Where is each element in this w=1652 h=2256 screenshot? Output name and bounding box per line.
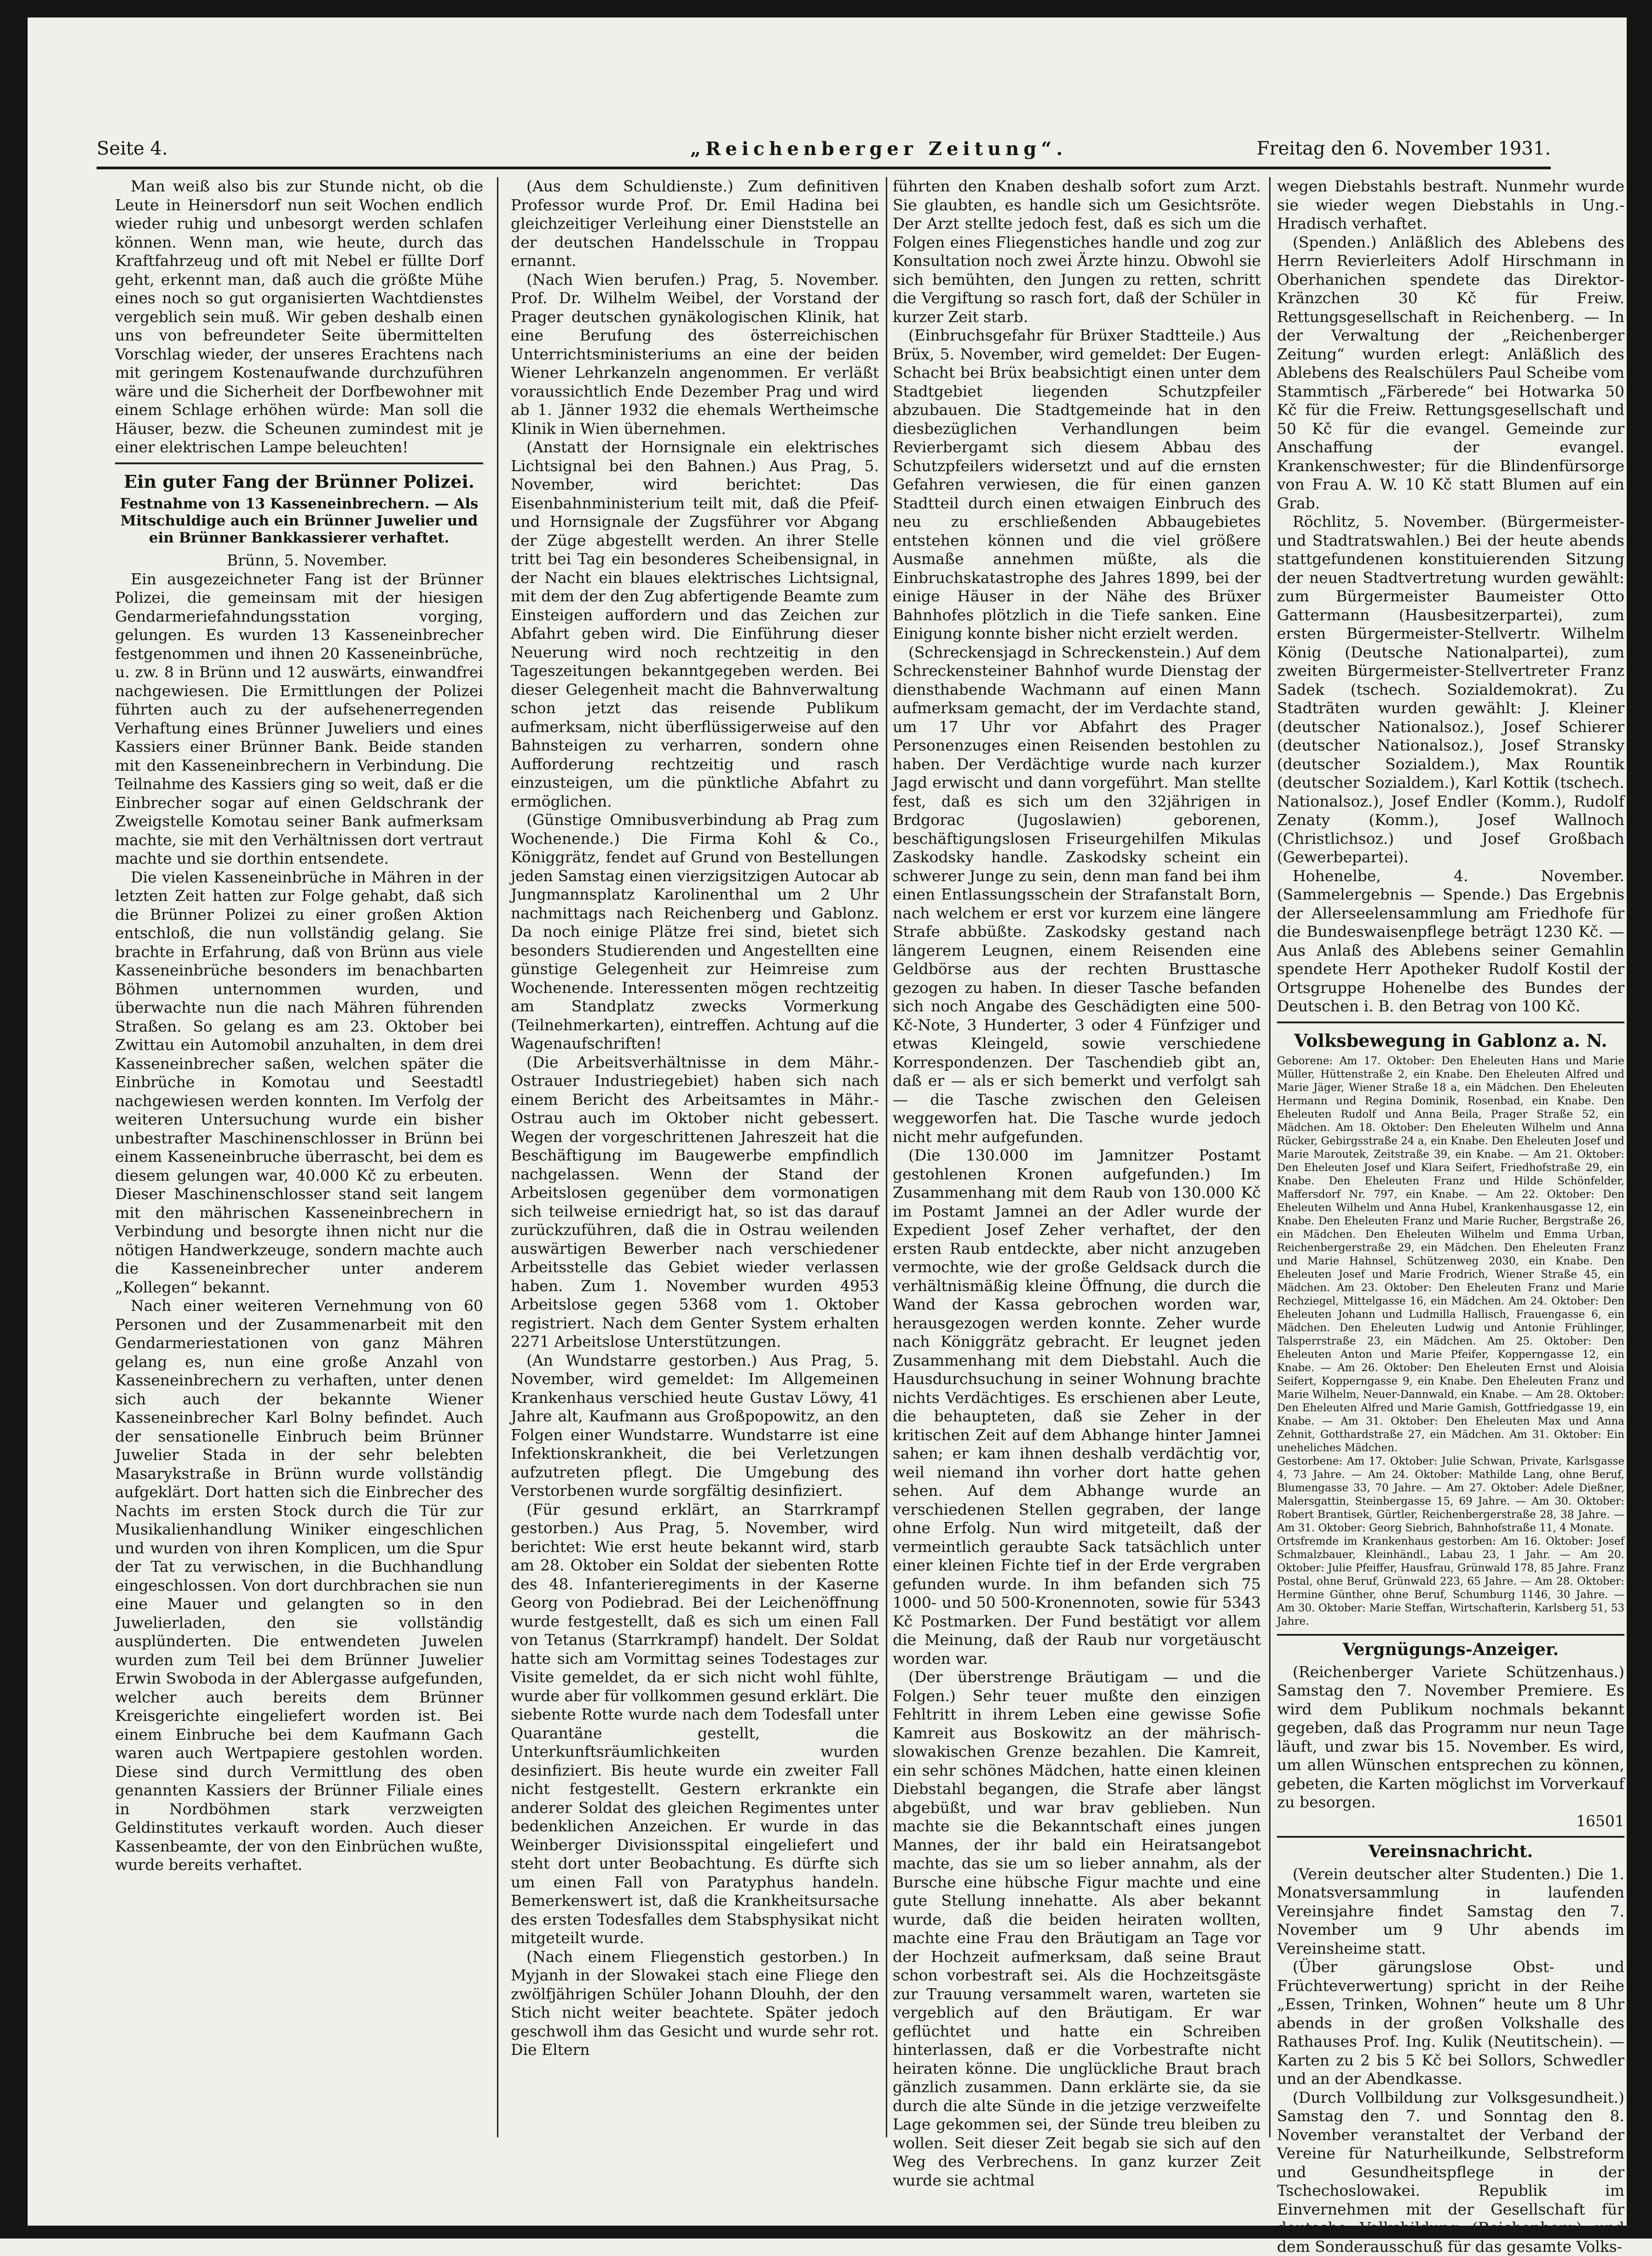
section-rule xyxy=(1277,1836,1624,1838)
news-item: (Nach Wien berufen.) Prag, 5. November. Prof. Dr. Wilhelm Weibel, der Vorstand der Prager deutschen gynäkologischen Klinik, hat eine Berufung des österreichischen Unterrichtsministeriums an eine der beiden Wiener Lehrkanzeln angenommen. Er verläßt voraussichtlich Ende Dezember Prag und wird ab 1. Jänner 1932 die ehemals Wertheimsche Klinik in Wien übernehmen. xyxy=(511,271,879,439)
verein-item: (Verein deutscher alter Studenten.) Die 1. Monatsversammlung in laufenden Vereinsjahre findet Samstag den 7. November um 9 Uhr abends im Vereinsheime statt. xyxy=(1277,1865,1624,1958)
verein-item: (Durch Vollbildung zur Volksgesundheit.) Samstag den 7. und Sonntag den 8. November veranstaltet der Verband der Vereine für Naturheilkunde, Selbstreform und Gesundheitspflege in der Tschechoslowakei. Republik im Einvernehmen mit der Gesellschaft für deutsche Volksbildung (Reichenberg) und dem Sonderausschuß für das gesamte Volks- xyxy=(1277,2089,1624,2256)
article-paragraph: Nach einer weiteren Vernehmung von 60 Personen und der Zusammenarbeit mit den Gendarmeriestationen von ganz Mähren gelang es, nun eine große Anzahl von Kasseneinbrechern zu verhaften, unter denen sich auch der bekannte Wiener Kasseneinbrecher Karl Bolny befindet. Auch der sensationelle Einbruch beim Brünner Juwelier Stada in der sehr belebten Masarykstraße in Brünn wurde vollständig aufgeklärt. Dort hatten sich die Einbrecher des Nachts im ersten Stock durch die Tür zur Musikalienhandlung Winiker eingeschlichen und wurden von ihren Komplicen, um die Spur der Tat zu verwischen, in die Buchhandlung eingeschlossen. Von dort durchbrachen sie nun eine Mauer und gelangten so in den Juwelierladen, den sie vollständig ausplünderten. Die entwendeten Juwelen wurden zum Teil bei dem Brünner Juwelier Erwin Swoboda in der Ablergasse aufgefunden, welcher auch bereits dem Brünner Kreisgerichte eingeliefert worden ist. Bei einem Einbruche bei dem Kaufmann Gach waren auch Wertpapiere gestohlen worden. Diese sind durch Vermittlung des oben genannten Kassiers der Brünner Filiale eines in Nordböhmen stark verzweigten Geldinstitutes verkauft worden. Auch dieser Kassenbeamte, der von den Einbrüchen wußte, wurde bereits verhaftet. xyxy=(115,1297,483,1875)
news-item: (Günstige Omnibusverbindung ab Prag zum Wochenende.) Die Firma Kohl & Co., Königgrätz, fendet auf Grund von Bestellungen jeden Samstag einen vierzigsitzigen Autocar ab Jungmannsplatz Karolinenthal um 2 Uhr nachmittags nach Reichenberg und Gablonz. Da noch einige Plätze frei sind, bietet sich besonders Studierenden und Angestellten eine günstige Gelegenheit zur Heimreise zum Wochenende. Interessenten mögen rechtzeitig am Standplatz zwecks Vormerkung (Teilnehmerkarten), eintreffen. Achtung auf die Wagenaufschriften! xyxy=(511,811,879,1053)
vergnuegungs-title: Vergnügungs-Anzeiger. xyxy=(1277,1640,1624,1659)
verein-item: (Über gärungslose Obst- und Früchteverwertung) spricht in der Reihe „Essen, Trinken, Wohnen“ heute um 8 Uhr abends in der großen Volkshalle des Rathauses Prof. Ing. Kulik (Neutitschein). — Karten zu 2 bis 5 Kč bei Sollors, Schwedler und an der Abendkasse. xyxy=(1277,1958,1624,2089)
article-paragraph: Ein ausgezeichneter Fang ist der Brünner Polizei, die gemeinsam mit der hiesigen Gendarmeriefahndungsstation vorging, gelungen. Es wurden 13 Kasseneinbrecher festgenommen und ihnen 20 Kasseneinbrüche, u. zw. 8 in Brünn und 12 auswärts, einwandfrei nachgewiesen. Die Ermittlungen der Polizei führten auch zu der aufsehenerregenden Verhaftung eines Brünner Juweliers und eines Kassiers einer Brünner Bank. Beide standen mit den Kasseneinbrechern in Verbindung. Die Teilnahme des Kassiers ging so weit, daß er die Einbrecher sogar auf einen Geldschrank der Zweigstelle Komotau seiner Bank aufmerksam machte, sie mit den Verhältnissen dort vertraut machte und sie dorthin entsendete. xyxy=(115,570,483,868)
news-item: (Nach einem Fliegenstich gestorben.) In Myjanh in der Slowakei stach eine Fliege den zwölfjährigen Schüler Johann Dlouhh, der den Stich nicht weiter beachtete. Später jedoch geschwoll ihm das Gesicht und wurde sehr rot. Die Eltern xyxy=(511,1948,879,2060)
column-1 xyxy=(115,177,483,2151)
news-item: (Die 130.000 im Jamnitzer Postamt gestohlenen Kronen aufgefunden.) Im Zusammenhang mit dem Raub von 130.000 Kč im Postamt Jamnei an der Adler wurde der Expedient Josef Zeher verhaftet, der den ersten Raub entdeckte, aber nicht anzugeben vermochte, wie der große Geldsack durch die verhältnismäßig kleine Öffnung, die durch die Wand der Kassa gebrochen worden war, herausgezogen werden konnte. Zeher wurde nach Königgrätz gebracht. Er leugnet jeden Zusammenhang mit dem Diebstahl. Auch die Hausdurchsuchung in seiner Wohnung brachte nichts Verdächtiges. Es erschienen aber Leute, die behaupteten, daß sie Zeher in der kritischen Zeit auf dem Abhange hinter Jamnei sahen; er kam ihnen deshalb verdächtig vor, weil niemand ihn vorher dort hatte gehen sehen. Auf dem Abhange wurde an verschiedenen Stellen gegraben, der lange ohne Erfolg. Nun wird mitgeteilt, daß der vermeintlich geraubte Sack tatsächlich unter einer kleinen Fichte tief in der Erde vergraben gefunden wurde. In ihm befanden sich 75 1000- und 50 500-Kronennoten, sowie für 5343 Kč Postmarken. Der Fund bestätigt vor allem die Meinung, daß der Raub nur vorgetäuscht worden war. xyxy=(893,1146,1261,1668)
news-item: Hohenelbe, 4. November. (Sammelergebnis — Spende.) Das Ergebnis der Allerseelensammlung am Friedhofe für die Bundeswaisenpflege beträgt 1230 Kč. — Aus Anlaß des Ablebens seiner Gemahlin spendete Herr Apotheker Rudolf Kostil der Ortsgruppe Hohenelbe des Bundes der Deutschen i. B. den Betrag von 100 Kč. xyxy=(1277,867,1624,1016)
column-4 xyxy=(1277,177,1624,2151)
article-title: Ein guter Fang der Brünner Polizei. xyxy=(115,473,483,491)
column-3 xyxy=(893,177,1261,2151)
news-item: (Spenden.) Anläßlich des Ablebens des Herrn Revierleiters Adolf Hirschmann in Oberhanichen spendete das Direktor-Kränzchen 30 Kč für Freiw. Rettungsgesellschaft in Reichenberg. — In der Verwaltung der „Reichenberger Zeitung“ wurden erlegt: Anläßlich des Ablebens des Realschülers Paul Scheibe vom Stammtisch „Färberede“ bei Hotwarka 50 Kč für die Freiw. Rettungsgesellschaft und 50 Kč für die evangel. Gemeinde zur Anschaffung der evangel. Krankenschwester; für die Blindenfürsorge von Frau A. W. 10 Kč statt Blumen auf ein Grab. xyxy=(1277,233,1624,513)
intro-paragraph: Man weiß also bis zur Stunde nicht, ob die Leute in Heinersdorf nun seit Wochen endlich wieder ruhig und unbesorgt werden schlafen können. Wenn man, wie heute, durch das Kraftfahrzeug und oft mit Nebel er füllte Dorf geht, erkennt man, daß auch die größte Mühe eines noch so gut organisierten Wachtdienstes vergeblich sein muß. Wir geben deshalb einen uns von befreundeter Seite übermittelten Vorschlag wieder, der unseres Erachtens nach mit geringem Kostenaufwande durchzuführen wäre und die Sicherheit der Dorfbewohner mit einem Schlage erhöhen würde: Man soll die Häuser, bezw. die Scheunen zumindest mit je einer elektrischen Lampe beleuchten! xyxy=(115,177,483,457)
ad-number-row xyxy=(1277,1812,1624,1831)
newspaper-title: „Reichenberger Zeitung“. xyxy=(690,138,1067,160)
civil-registry-block xyxy=(1277,1055,1624,1628)
news-item: führten den Knaben deshalb sofort zum Arzt. Sie glaubten, es handle sich um Gesichtsröte. Der Arzt stellte jedoch fest, daß es sich um die Folgen eines Fliegenstiches handle und zog zur Konsultation noch zwei Ärzte hinzu. Obwohl sie sich bemühten, den Jungen zu retten, schritt die Vergiftung so rasch fort, daß der Schüler in kurzer Zeit starb. xyxy=(893,177,1261,326)
section-rule xyxy=(1277,1021,1624,1023)
news-item: (Für gesund erklärt, an Starrkrampf gestorben.) Aus Prag, 5. November, wird berichtet: Wie erst heute bekannt wird, starb am 28. Oktober ein Soldat der siebenten Rotte des 48. Infanterieregiments in der Kaserne Georg von Podiebrad. Bei der Leichenöffnung wurde festgestellt, daß es sich um einen Fall von Tetanus (Starrkrampf) handelt. Der Soldat hatte sich am Vormittag seines Todestages zur Visite gemeldet, da er sich nicht wohl fühlte, wurde aber für vollkommen gesund erklärt. Die siebente Rotte wurde nach dem Todesfall unter Quarantäne gestellt, die Unterkunftsräumlichkeiten wurden desinfiziert. Bis heute wurde ein zweiter Fall nicht festgestellt. Gestern erkrankte ein anderer Soldat des gleichen Regimentes unter bedenklichen Anzeichen. Er wurde in das Weinberger Divisionsspital eingeliefert und steht dort unter Beobachtung. Es dürfte sich um einen Fall von Paratyphus handeln. Bemerkenswert ist, daß die Krankheitsursache des ersten Todesfalles dem Stabsphysikat nicht mitgeteilt wurde. xyxy=(511,1500,879,1948)
news-item: (Schreckensjagd in Schreckenstein.) Auf dem Schreckensteiner Bahnhof wurde Dienstag der diensthabende Wachmann auf einen Mann aufmerksam gemacht, der im Verdachte stand, um 17 Uhr vor Abfahrt des Prager Personenzuges einen Reisenden bestohlen zu haben. Der Verdächtige wurde nach kurzer Jagd erwischt und dann vorgeführt. Man stellte fest, daß es sich um den 32jährigen in Brdgorac (Jugoslawien) geborenen, beschäftigungslosen Friseurgehilfen Mikulas Zaskodsky handle. Zaskodsky scheint ein schwerer Junge zu sein, denn man fand bei ihm einen Entlassungsschein der Strafanstalt Born, nach welchem er erst vor kurzem eine längere Strafe abbüßte. Zaskodsky gestand nach längerem Leugnen, einem Reisenden eine Geldbörse aus der rechten Brusttasche gezogen zu haben. In dieser Tasche befanden sich noch Angabe des Geschädigten eine 500-Kč-Note, 3 Hunderter, 3 oder 4 Fünfziger und etwas Kleingeld, sowie verschiedene Korrespondenzen. Der Taschendieb gibt an, daß er — als er sich bemerkt und verfolgt sah — die Tasche zwischen den Geleisen weggeworfen hat. Die Tasche wurde jedoch nicht mehr aufgefunden. xyxy=(893,643,1261,1147)
volksbewegung-title: Volksbewegung in Gablonz a. N. xyxy=(1277,1032,1624,1050)
news-item: Röchlitz, 5. November. (Bürgermeister- und Stadtratswahlen.) Bei der heute abends stattgefundenen konstituierenden Sitzung der neuen Stadtvertretung wurden gewählt: zum Bürgermeister Baumeister Otto Gattermann (Hausbesitzerpartei), zum ersten Bürgermeister-Stellvertr. Wilhelm König (Deutsche Nationalpartei), zum zweiten Bürgermeister-Stellvertreter Franz Sadek (tschech. Sozialdemokrat). Zu Stadträten wurden gewählt: J. Kleiner (deutscher Nationalsoz.), Josef Schierer (deutscher Nationalsoz.), Josef Stransky (deutscher Sozialdem.), Max Rountik (deutscher Sozialdem.), Karl Kottik (tschech. Nationalsoz.), Josef Endler (Komm.), Rudolf Zenaty (Komm.), Josef Wallnoch (Christlichsoz.) und Josef Großbach (Gewerbepartei). xyxy=(1277,513,1624,867)
news-item: (Die Arbeitsverhältnisse in dem Mähr.-Ostrauer Industriegebiet) haben sich nach einem Bericht des Arbeitsamtes in Mähr.-Ostrau auch im Oktober nicht gebessert. Wegen der vorgeschrittenen Jahreszeit hat die Beschäftigung im Baugewerbe empfindlich nachgelassen. Wenn der Stand der Arbeitslosen gegenüber dem vormonatigen sich teilweise erniedrigt hat, so ist das darauf zurückzuführen, daß die in Ostrau weilenden auswärtigen Bewerber nach verschiedener Arbeitsstelle das Gebiet wieder verlassen haben. Zum 1. November wurden 4953 Arbeitslose gegen 5368 vom 1. Oktober registriert. Nach dem Genter System erhalten 2271 Arbeitslose Unterstützungen. xyxy=(511,1053,879,1351)
column-2 xyxy=(511,177,879,2151)
news-item: wegen Diebstahls bestraft. Nunmehr wurde sie wieder wegen Diebstahls in Ung.-Hradisch verhaftet. xyxy=(1277,177,1624,233)
header-rule xyxy=(97,167,1551,169)
verein-title: Vereinsnachricht. xyxy=(1277,1842,1624,1861)
column-divider xyxy=(1269,177,1271,2137)
page-header xyxy=(97,138,1588,166)
ad-number: 16501 xyxy=(1576,1812,1624,1831)
deaths-list: Gestorbene: Am 17. Oktober: Julie Schwan, Private, Karlsgasse 4, 73 Jahre. — Am 24. Oktober: Mathilde Lang, ohne Beruf, Blumengasse 33, 70 Jahre. — Am 27. Oktober: Adele Dießner, Malersgattin, Steinbergasse 15, 69 Jahre. — Am 30. Oktober: Robert Brantisek, Gürtler, Reichenbergerstraße 28, 38 Jahre. — Am 31. Oktober: Georg Siebrich, Bahnhofstraße 11, 4 Monate. xyxy=(1277,1455,1624,1535)
section-rule xyxy=(115,462,483,464)
article-paragraph: Die vielen Kasseneinbrüche in Mähren in der letzten Zeit hatten zur Folge gehabt, daß sich die Brünner Polizei zu einer großen Aktion entschloß, die nun vollständig gelang. Sie brachte in Erfahrung, daß von Brünn aus viele Kasseneinbrüche besonders im benachbarten Böhmen unternommen wurden, und überwachte nun die nach Mähren führenden Straßen. So gelang es am 23. Oktober bei Zwittau ein Automobil anzuhalten, in dem drei Kasseneinbrecher saßen, welchen später die Einbrüche in Komotau und Seestadtl nachgewiesen werden konnten. Im Verfolg der weiteren Untersuchung wurde ein bisher unbestrafter Maschinenschlosser in Brünn bei einem Kasseneinbruche überrascht, bei dem es diesem gelungen war, 40.000 Kč zu erbeuten. Dieser Maschinenschlosser stand seit langem mit den mährischen Kasseneinbrechern in Verbindung und besorgte ihnen nicht nur die nötigen Handwerkzeuge, sondern machte auch die Kasseneinbrecher unter anderem „Kollegen“ bekannt. xyxy=(115,868,483,1297)
strangers-deaths-list: Ortsfremde im Krankenhaus gestorben: Am 16. Oktober: Josef Schmalzbauer, Kleinhändl., Labau 23, 1 Jahr. — Am 20. Oktober: Julie Pfeiffer, Hausfrau, Grünwald 178, 85 Jahre. Franz Postal, ohne Beruf, Grünwald 223, 65 Jahre. — Am 28. Oktober: Hermine Günther, ohne Beruf, Schumburg 1146, 30 Jahre. — Am 30. Oktober: Marie Steffan, Wirtschafterin, Karlsberg 51, 53 Jahre. xyxy=(1277,1535,1624,1628)
dateline: Brünn, 5. November. xyxy=(115,551,483,570)
article-subtitle: Festnahme von 13 Kasseneinbrechern. — Als Mitschuldige auch ein Brünner Juwelier und ein Brünner Bankkassierer verhaftet. xyxy=(115,496,483,547)
page-number: Seite 4. xyxy=(97,138,168,159)
column-divider xyxy=(497,177,498,2137)
news-item: (Der überstrenge Bräutigam — und die Folgen.) Sehr teuer mußte den einzigen Fehltritt in ihrem Leben eine gewisse Sofie Kamreit aus Boskowitz an der mährisch-slowakischen Grenze bezahlen. Die Kamreit, ein sehr schönes Mädchen, hatte einen kleinen Diebstahl begangen, die Strafe aber längst abgebüßt, und war brav geblieben. Nun machte sie die Bekanntschaft eines jungen Mannes, der ihr bald ein Heiratsangebot machte, das sie um so lieber annahm, als der Bursche eine hübsche Figur machte und eine gute Stellung innehatte. Als aber bekannt wurde, daß die beiden heiraten wollten, machte eine Frau den Bräutigam an Tage vor der Hochzeit aufmerksam, daß seine Braut schon vorbestraft sei. Als die Hochzeitsgäste zur Trauung versammelt waren, warteten sie vergeblich auf den Bräutigam. Er war geflüchtet und hatte ein Schreiben hinterlassen, daß er die Vorbestrafte nicht heiraten könne. Die unglückliche Braut brach gänzlich zusammen. Dann erklärte sie, da sie durch die alte Sünde in die jetzige verzweifelte Lage gekommen sei, der Sünde treu bleiben zu wollen. Seit dieser Zeit begab sie sich auf den Weg des Verbrechens. In ganz kurzer Zeit wurde sie achtmal xyxy=(893,1668,1261,2190)
news-item: (Anstatt der Hornsignale ein elektrisches Lichtsignal bei den Bahnen.) Aus Prag, 5. November, wird berichtet: Das Eisenbahnministerium teilt mit, daß die Pfeif- und Hornsignale der Zugsführer vor Abgang der Züge abgestellt werden. An ihrer Stelle tritt bei Tag ein besonderes Scheibensignal, in der Nacht ein blaues elektrisches Lichtsignal, mit dem der den Zug abfertigende Beamte zum Einsteigen auffordern und das Zeichen zur Abfahrt geben wird. Die Einführung dieser Neuerung wird noch rechtzeitig in den Tageszeitungen bekanntgegeben werden. Bei dieser Gelegenheit macht die Bahnverwaltung schon jetzt das reisende Publikum aufmerksam, nicht überflüssigerweise auf den Bahnsteigen zu verharren, sondern ohne Aufforderung rechtzeitig und rasch einzusteigen, um die pünktliche Abfahrt zu ermöglichen. xyxy=(511,438,879,811)
news-item: (Aus dem Schuldienste.) Zum definitiven Professor wurde Prof. Dr. Emil Hadina bei gleichzeitiger Verleihung einer Dienststelle an der deutschen Handelsschule in Troppau ernannt. xyxy=(511,177,879,271)
column-divider xyxy=(886,177,887,2137)
issue-date: Freitag den 6. November 1931. xyxy=(1257,138,1551,159)
vergnuegungs-text: (Reichenberger Variete Schützenhaus.) Samstag den 7. November Premiere. Es wird dem Publikum nochmals bekannt gegeben, daß das Programm nur neun Tage läuft, und zwar bis 15. November. Es wird, um allen Wünschen entsprechen zu können, gebeten, die Karten möglichst im Vorverkauf zu besorgen. xyxy=(1277,1663,1624,1812)
news-item: (Einbruchsgefahr für Brüxer Stadtteile.) Aus Brüx, 5. November, wird gemeldet: Der Eugen-Schacht bei Brüx beabsichtigt einen unter dem Stadtgebiet liegenden Schutzpfeiler abzubauen. Die Stadtgemeinde hat in den diesbezüglichen Verhandlungen beim Revierbergamt sich diesem Abbau des Schutzpfeilers widersetzt und auf die ernsten Gefahren verwiesen, die für einen ganzen Stadtteil durch einen etwaigen Einbruch des neu zu erschließenden Abbaugebietes entstehen können und die viel größere Ausmaße annehmen müßte, als die Einbruchskatastrophe des Jahres 1899, bei der einige Häuser in der Nähe des Brüxer Bahnhofes plötzlich in die Tiefe sanken. Eine Einigung konnte bisher nicht erzielt werden. xyxy=(893,326,1261,643)
news-item: (An Wundstarre gestorben.) Aus Prag, 5. November, wird gemeldet: Im Allgemeinen Krankenhaus verschied heute Gustav Löwy, 41 Jahre alt, Kaufmann aus Großpopowitz, an den Folgen einer Wundstarre. Wundstarre ist eine Infektionskrankheit, die bei Verletzungen aufzutreten pflegt. Die Umgebung des Verstorbenen wurde sorgfältig desinfiziert. xyxy=(511,1351,879,1500)
births-list: Geborene: Am 17. Oktober: Den Eheleuten Hans und Marie Müller, Hüttenstraße 2, ein Knabe. Den Eheleuten Alfred und Marie Jäger, Wiener Straße 18 a, ein Mädchen. Den Eheleuten Hermann und Regina Dominik, Rosenbad, ein Knabe. Den Eheleuten Rudolf und Anna Beila, Prager Straße 52, ein Mädchen. Am 18. Oktober: Den Eheleuten Wilhelm und Anna Rücker, Gebirgsstraße 24 a, ein Knabe. Den Eheleuten Josef und Marie Maroutek, Zeitstraße 39, ein Knabe. — Am 21. Oktober: Den Eheleuten Josef und Klara Seifert, Friedhofstraße 29, ein Knabe. Den Eheleuten Franz und Hilde Schönfelder, Maffersdorf Nr. 797, ein Knabe. — Am 22. Oktober: Den Eheleuten Wilhelm und Anna Hubel, Krankenhausgasse 12, ein Knabe. Den Eheleuten Franz und Marie Rucher, Bergstraße 26, ein Mädchen. Den Eheleuten Wilhelm und Emma Urban, Reichenbergerstraße 29, ein Mädchen. Den Eheleuten Franz und Marie Hahnsel, Schützenweg 2030, ein Knabe. Den Eheleuten Josef und Marie Frodrich, Wiener Straße 45, ein Mädchen. Am 23. Oktober: Den Eheleuten Franz und Marie Rechziegel, Mittelgasse 16, ein Mädchen. Am 24. Oktober: Den Eheleuten Johann und Ludmilla Hallisch, Frauengasse 6, ein Mädchen. Den Eheleuten Ludwig und Antonie Frühlinger, Talsperrstraße 23, ein Mädchen. Am 25. Oktober: Den Eheleuten Anton und Marie Pfeifer, Kopperngasse 12, ein Knabe. — Am 26. Oktober: Den Eheleuten Ernst und Aloisia Seifert, Kopperngasse 9, ein Knabe. Den Eheleuten Franz und Marie Wilhelm, Neuer-Dannwald, ein Knabe. — Am 28. Oktober: Den Eheleuten Alfred und Marie Gamish, Gottfriedgasse 19, ein Knabe. — Am 31. Oktober: Den Eheleuten Max und Anna Zehnit, Gotthardstraße 27, ein Mädchen. Am 31. Oktober: Ein uneheliches Mädchen. xyxy=(1277,1055,1624,1455)
section-rule xyxy=(1277,1634,1624,1636)
